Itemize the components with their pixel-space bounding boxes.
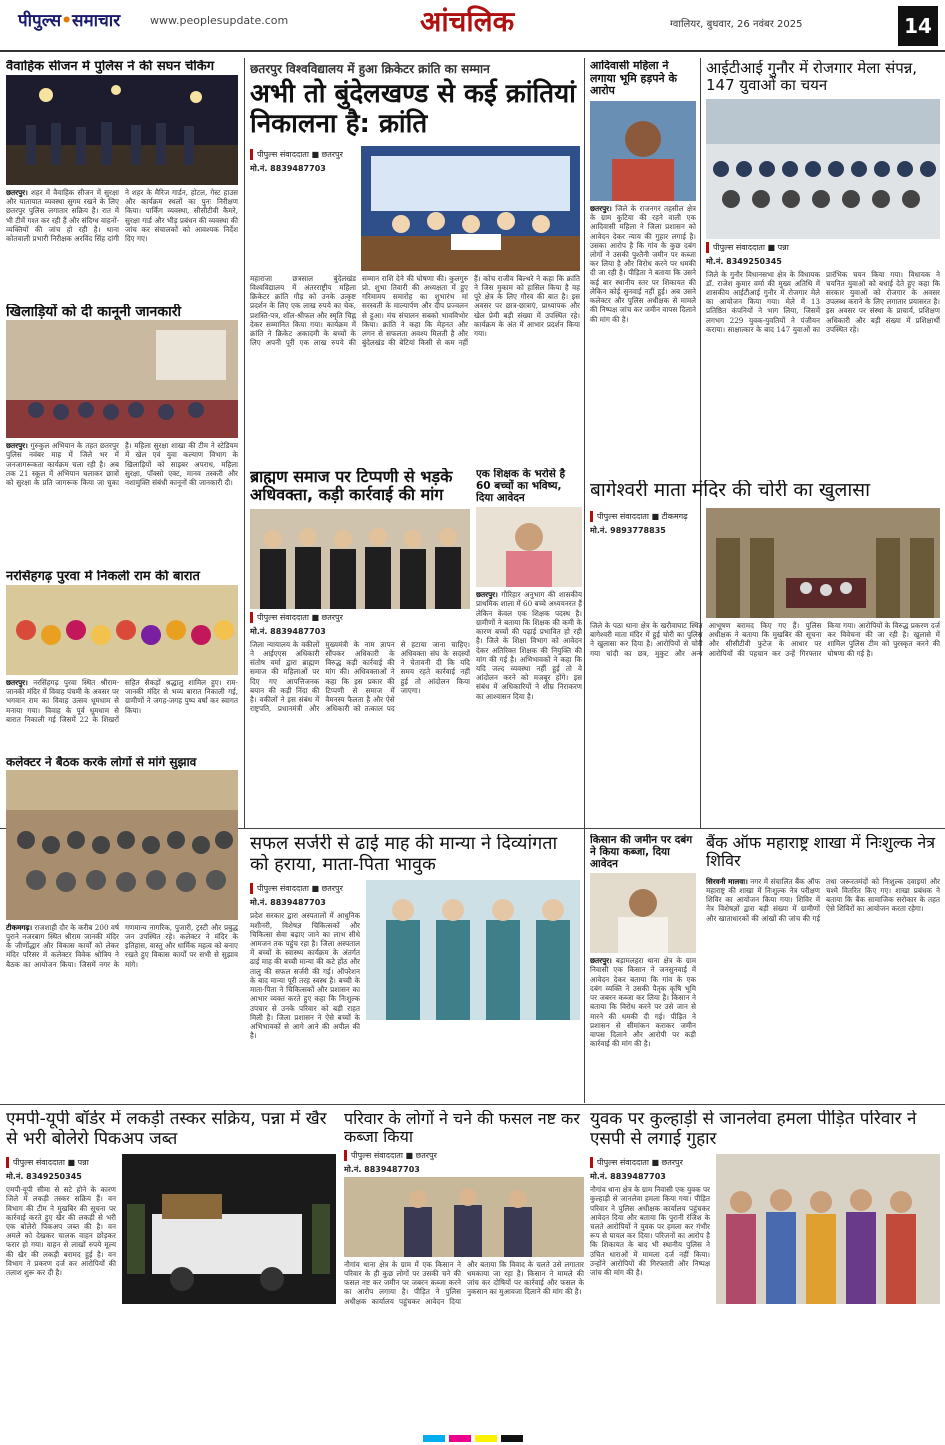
article-cricketer-kranti[interactable]	[250, 60, 580, 460]
photo-advocates-group	[250, 509, 470, 609]
section-title: आंचलिक	[420, 5, 515, 38]
photo-meeting-crowd	[6, 770, 238, 920]
article-body: टीकमगढ़। राजशाही दौर के करीब 200 वर्ष पुराने नजरबाग स्थित श्रीराम जानकी मंदिर के जीर्णोद्धार और विकास कार्यों को लेकर मंदिर परिसर में कलेक्टर विवेक श्रोत्रिय ने बैठक का आयोजन किया। जिसमें नगर के गणमान्य नागरिक, पुजारी, ट्रस्टी और प्रबुद्ध जन उपस्थित रहे। कलेक्टर ने मंदिर के इतिहास, वास्तु और धार्मिक महत्व को बनाए रखते हुए विकास कार्यों पर सभी से सुझाव मांगे।	[6, 922, 238, 969]
article-body: छतरपुर। बड़ामलहरा थाना क्षेत्र के ग्राम निवासी एक किसान ने जनसुनवाई में आवेदन देकर बताया कि गांव के एक दबंग व्यक्ति ने उसकी पैतृक कृषि भूमि पर जबरन कब्जा कर लिया है। किसान ने बताया कि विरोध करने पर उसे जान से मारने की धमकी दी गई। पीड़ित ने प्रशासन से सीमांकन कराकर जमीन वापस दिलाने और आरोपी पर कड़ी कार्रवाई की मांग की है।	[590, 956, 696, 1049]
photo-seized-pickup	[122, 1154, 336, 1304]
article-body: जिले के पठा थाना क्षेत्र के खरौवाघाट स्थित बागेश्वरी माता मंदिर में हुई चोरी का पुलिस ने खुलासा कर दिया है। आरोपियों से चोरी गया चांदी का छत्र, मुकुट और अन्य आभूषण बरामद किए गए हैं। पुलिस अधीक्षक ने बताया कि मुखबिर की सूचना और सीसीटीवी फुटेज के आधार पर आरोपियों की पहचान कर उन्हें गिरफ्तार किया गया। आरोपियों के विरुद्ध प्रकरण दर्ज कर विवेचना की जा रही है। खुलासे में शामिल पुलिस टीम को पुरस्कृत करने की घोषणा की गई है।	[590, 620, 940, 658]
logo-part-a: पीपुल्स	[18, 11, 62, 31]
issue-date: ग्वालियर, बुधवार, 26 नवंबर 2025	[670, 19, 803, 30]
page-number: 14	[898, 6, 938, 46]
photo-hospital-doctors	[366, 880, 580, 1020]
photo-women-procession	[6, 585, 238, 675]
newspaper-logo[interactable]	[18, 8, 120, 31]
article-body: छतरपुर। गुरुकुल अभियान के तहत छतरपुर पुलिस नवंबर माह में जिले भर में जनजागरूकता कार्यक्रम चला रही है। अब तक 21 स्कूल में अभियान चलाकर छात्रों को सुरक्षा के प्रति जागरूक किया जा चुका है। महिला सुरक्षा शाखा की टीम ने स्टेडियम में खेल एवं युवा कल्याण विभाग के खिलाड़ियों को साइबर अपराध, महिला सुरक्षा, पॉक्सो एक्ट, मानव तस्करी और नशामुक्ति संबंधी कानूनों की जानकारी दी।	[6, 441, 238, 487]
logo-part-b: समाचार	[71, 11, 121, 31]
article-headline: बैंक ऑफ महाराष्ट्र शाखा में निःशुल्क नेत्र शिविर	[706, 834, 936, 871]
photo-police-night	[6, 75, 238, 185]
article-headline: अभी तो बुंदेलखण्ड से कई क्रांतियां निकालना है: क्रांति	[250, 79, 576, 139]
article-byline: पीपुल्स संवाददाता ■ छतरपुर	[250, 612, 470, 623]
article-timber-smuggling[interactable]	[6, 1110, 336, 1428]
article-byline: पीपुल्स संवाददाता ■ छतरपुर	[590, 1157, 710, 1168]
reporter-mobile: मो.नं. 8839487703	[590, 1172, 666, 1182]
article-byline: पीपुल्स संवाददाता ■ छतरपुर	[344, 1150, 584, 1161]
article-body: नौगांव थाना क्षेत्र के ग्राम में एक किसान ने परिवार के ही कुछ लोगों पर उसकी चने की फसल नष्ट कर जमीन पर जबरन कब्जा करने का आरोप लगाया है। पीड़ित ने पुलिस अधीक्षक कार्यालय पहुंचकर आवेदन दिया और बताया कि विवाद के चलते उसे लगातार धमकाया जा रहा है। किसान ने मामले की जांच कर दोषियों पर कार्रवाई और फसल के नुकसान का मुआवजा दिलाने की मांग की है।	[344, 1259, 584, 1306]
reporter-mobile: मो.नं. 8839487703	[344, 1164, 420, 1174]
photo-felicitation-stage	[361, 146, 580, 271]
article-axe-attack[interactable]	[590, 1110, 940, 1428]
print-color-registration	[0, 1432, 945, 1445]
reporter-mobile: मो.नं. 8839487703	[250, 626, 326, 636]
photo-farmer-complaint	[344, 1177, 584, 1257]
article-eye-camp[interactable]	[706, 834, 940, 1098]
reporter-mobile: मो.नं. 8839487703	[250, 163, 326, 173]
article-body: नौगांव थाना क्षेत्र के ग्राम निवासी एक युवक पर कुल्हाड़ी से जानलेवा हमला किया गया। पीड़ित परिवार ने पुलिस अधीक्षक कार्यालय पहुंचकर आवेदन दिया और बताया कि पुरानी रंजिश के चलते आरोपियों ने युवक पर हमला कर गंभीर रूप से घायल कर दिया। परिजनों का आरोप है कि शिकायत के बाद भी स्थानीय पुलिस ने उचित धाराओं में मामला दर्ज नहीं किया। उन्होंने आरोपियों की गिरफ्तारी और निष्पक्ष जांच की मांग की है।	[590, 1185, 710, 1278]
article-temple-theft[interactable]	[590, 480, 940, 822]
reporter-mobile: मो.नं. 8349250345	[706, 256, 782, 266]
reporter-mobile: मो.नं. 8349250345	[6, 1172, 82, 1182]
article-teacher-shortage[interactable]	[476, 468, 582, 822]
article-manya-surgery[interactable]	[250, 834, 580, 1098]
article-ram-baraat[interactable]	[6, 570, 238, 748]
article-tribal-woman[interactable]	[590, 60, 696, 474]
article-byline: पीपुल्स संवाददाता ■ छतरपुर	[250, 883, 360, 894]
article-headline: खिलाड़ियों को दी कानूनी जानकारी	[6, 304, 182, 320]
article-headline: एक शिक्षक के भरोसे है 60 बच्चों का भविष्य, दिया आवेदन	[476, 468, 566, 505]
article-headline: युवक पर कुल्हाड़ी से जानलेवा हमला पीड़ित परिवार ने एसपी से लगाई गुहार	[590, 1110, 917, 1149]
article-farmer-land[interactable]	[590, 834, 696, 1098]
logo-dot: •	[61, 11, 72, 31]
article-headline: आदिवासी महिला ने लगाया भूमि हड़पने के आरोप	[590, 60, 677, 98]
column-rule	[584, 58, 585, 1103]
reporter-mobile: मो.नं. 9893778835	[590, 525, 666, 535]
article-headline: नरसिंहगढ़ पुरवा में निकली राम की बारात	[6, 570, 200, 584]
row-rule	[0, 1104, 945, 1105]
article-body: छतरपुर। जिले के राजनगर तहसील क्षेत्र के ग्राम कुटिया की रहने वाली एक आदिवासी महिला ने जिला प्रशासन को आवेदन देकर न्याय की गुहार लगाई है। उसका आरोप है कि गांव के कुछ दबंग लोगों ने उसकी पुश्तैनी जमीन पर कब्जा कर लिया है और विरोध करने पर धमकी दी जा रही है। पीड़िता ने बताया कि उसने कई बार स्थानीय स्तर पर शिकायत की लेकिन कोई सुनवाई नहीं हुई। अब उसने कलेक्टर और पुलिस अधीक्षक से मामले की निष्पक्ष जांच कर जमीन वापस दिलाने की मांग की है।	[590, 203, 696, 324]
photo-job-fair-group	[706, 99, 940, 239]
photo-old-farmer	[590, 873, 696, 953]
photo-woman-application	[476, 507, 582, 587]
article-headline: एमपी-यूपी बॉर्डर में लकड़ी तस्कर सक्रिय, पन्ना में खैर से भरी बोलेरो पिकअप जब्त	[6, 1110, 327, 1149]
article-headline: सफल सर्जरी से ढाई माह की मान्या ने दिव्यांगता को हराया, माता-पिता भावुक	[250, 834, 558, 875]
article-headline: ब्राह्मण समाज पर टिप्पणी से भड़के अधिवक्ता, कड़ी कार्रवाई की मांग	[250, 468, 453, 505]
article-body: छतरपुर। गौरिहार अनुभाग की शासकीय प्राथमिक शाला में 60 बच्चे अध्ययनरत हैं लेकिन केवल एक शिक्षक पदस्थ है। ग्रामीणों ने बताया कि शिक्षक की कमी के कारण बच्चों की पढ़ाई प्रभावित हो रही है। जिले के शिक्षा विभाग को आवेदन देकर अतिरिक्त शिक्षक की नियुक्ति की मांग की गई है। अभिभावकों ने कहा कि यदि जल्द व्यवस्था नहीं हुई तो वे आंदोलन करने को मजबूर होंगे। इस संबंध में अधिकारियों ने शीघ्र निराकरण का आश्वासन दिया है।	[476, 590, 582, 701]
article-collector-meeting[interactable]	[6, 756, 238, 1096]
article-byline: पीपुल्स संवाददाता ■ टीकमगढ़	[590, 511, 700, 522]
article-crop-destroyed[interactable]	[344, 1110, 584, 1428]
article-headline: आईटीआई गुनौर में रोजगार मेला संपन्न, 147 युवाओं का चयन	[706, 60, 918, 95]
article-byline: पीपुल्स संवाददाता ■ छतरपुर	[250, 149, 355, 160]
article-advocates-protest[interactable]	[250, 468, 470, 822]
photo-victim-family	[716, 1154, 940, 1304]
article-headline: बागेश्वरी माता मंदिर की चोरी का खुलासा	[590, 480, 871, 501]
photo-tribal-woman	[590, 101, 696, 201]
column-rule	[244, 58, 245, 828]
photo-police-recovery	[706, 508, 940, 618]
article-iti-job-fair[interactable]	[706, 60, 940, 474]
reporter-mobile: मो.नं. 8839487703	[250, 898, 326, 908]
article-byline: पीपुल्स संवाददाता ■ पन्ना	[706, 242, 940, 253]
website-url[interactable]: www.peoplesupdate.com	[150, 14, 289, 27]
photo-players-seminar	[6, 320, 238, 438]
article-legal-awareness[interactable]	[6, 304, 238, 562]
article-police-checking[interactable]	[6, 60, 238, 296]
article-body: सिरवनी मालवा। नगर में संचालित बैंक ऑफ महाराष्ट्र की शाखा में निःशुल्क नेत्र परीक्षण शिविर का आयोजन किया गया। शिविर में नेत्र विशेषज्ञों द्वारा बड़ी संख्या में ग्रामीणों और खाताधारकों की आंखों की जांच की गई तथा जरूरतमंदों को निःशुल्क दवाइयां और चश्मे वितरित किए गए। शाखा प्रबंधक ने बताया कि बैंक सामाजिक सरोकार के तहत ऐसे शिविरों का आयोजन करता रहेगा।	[706, 876, 940, 923]
article-body: जिले के गुनौर विधानसभा क्षेत्र के विधायक डॉ. राजेश कुमार वर्मा की मुख्य अतिथि में शासकीय आईटीआई गुनौर में रोजगार मेले का आयोजन किया गया। मेले में 13 प्रतिष्ठित कंपनियों ने भाग लिया, जिसमें लगभग 229 युवक-युवतियों ने पंजीयन कराया। साक्षात्कार के बाद 147 युवाओं का प्रारंभिक चयन किया गया। विधायक ने चयनित युवाओं को बधाई देते हुए कहा कि सरकार युवाओं को रोजगार के अवसर उपलब्ध कराने के लिए लगातार प्रयासरत है। इस अवसर पर संस्था के प्राचार्य, प्रशिक्षण अधिकारी और बड़ी संख्या में प्रशिक्षार्थी उपस्थित रहे।	[706, 269, 940, 334]
article-body: छतरपुर। शहर में वैवाहिक सीजन में सुरक्षा और यातायात व्यवस्था सुगम रखने के लिए छतरपुर पुलिस लगातार सक्रिय है। रात में भी टीमें गश्त कर रही हैं और संदिग्ध वाहनों-व्यक्तियों की जांच हो रही है। थाना कोतवाली प्रभारी निरीक्षक अरविंद सिंह दांगी ने शहर के मैरिज गार्डन, होटल, गेस्ट हाउस और कार्यक्रम स्थलों का पुनः निरीक्षण किया। पार्किंग व्यवस्था, सीसीटीवी कैमरे, सुरक्षा गार्ड और भीड़ प्रबंधन की व्यवस्था की जांच कर संचालकों को आवश्यक निर्देश दिए गए।	[6, 187, 238, 244]
article-headline: वैवाहिक सीजन में पुलिस ने की सघन चेकिंग	[6, 60, 215, 74]
article-kicker: छतरपुर विश्वविद्यालय में हुआ क्रिकेटर क्रांति का सम्मान	[250, 62, 490, 76]
article-byline: पीपुल्स संवाददाता ■ पन्ना	[6, 1157, 116, 1168]
masthead	[0, 0, 945, 52]
article-body: एमपी-यूपी सीमा से सटे होने के कारण जिले में लकड़ी तस्कर सक्रिय हैं। वन विभाग की टीम ने मुखबिर की सूचना पर कार्रवाई करते हुए खैर की लकड़ी से भरी एक बोलेरो पिकअप जब्त की है। वन अमले को देखकर चालक वाहन छोड़कर फरार हो गया। वाहन से लाखों रुपये मूल्य की खैर की लकड़ी बरामद हुई है। वन विभाग ने प्रकरण दर्ज कर आरोपियों की तलाश शुरू कर दी है।	[6, 1185, 116, 1278]
article-body: महाराजा छत्रसाल बुंदेलखंड विश्वविद्यालय में अंतरराष्ट्रीय महिला क्रिकेटर क्रांति गौड़ को उनके उत्कृष्ट प्रदर्शन के लिए एक लाख रुपये का चेक, प्रशस्ति-पत्र, शॉल-श्रीफल और स्मृति चिह्न देकर सम्मानित किया गया। कार्यक्रम में क्रांति ने क्रिकेट अकादमी के बच्चों के लिए अपनी पूरी एक लाख रुपये की सम्मान राशि देने की घोषणा की। कुलगुरु प्रो. शुभा तिवारी की अध्यक्षता में हुए गरिमामय समारोह का शुभारंभ मां सरस्वती के माल्यार्पण और दीप प्रज्वलन से हुआ। मंच संचालन सबको भावविभोर किया। क्रांति ने कहा कि मेहनत और लगन से सफलता अवश्य मिलती है और बुंदेलखंड की बेटियां किसी से कम नहीं हैं। कोच राजीव बिल्थरे ने कहा कि क्रांति ने जिस मुकाम को हासिल किया है वह पूरे क्षेत्र के लिए गौरव की बात है। इस अवसर पर छात्र-छात्राएं, प्राध्यापक और खेल प्रेमी बड़ी संख्या में उपस्थित रहे। कार्यक्रम के अंत में आभार प्रदर्शन किया गया।	[250, 273, 580, 348]
article-body: जिला न्यायालय के वकीलों ने आईएएस अधिकारी संतोष वर्मा द्वारा ब्राह्मण समाज की महिलाओं पर दिए गए आपत्तिजनक बयान की कड़ी निंदा की है। वकीलों ने इस संबंध में राष्ट्रपति, प्रधानमंत्री और मुख्यमंत्री के नाम ज्ञापन सौंपकर अधिकारी के विरुद्ध कड़ी कार्रवाई की मांग की। अधिवक्ताओं ने कहा कि इस प्रकार की टिप्पणी से समाज में वैमनस्य फैलता है और ऐसे अधिकारी को तत्काल पद से हटाया जाना चाहिए। अधिवक्ता संघ के सदस्यों ने चेतावनी दी कि यदि समय रहते कार्रवाई नहीं हुई तो आंदोलन किया जाएगा।	[250, 639, 470, 714]
article-headline: कलेक्टर ने बैठक करके लोगों से मांगे सुझाव	[6, 756, 197, 769]
article-body: प्रदेश सरकार द्वारा अस्पतालों में आधुनिक मशीनरी, विशेषज्ञ चिकित्सकों और चिकित्सा सेवा बढ़ाए जाने का लाभ सीधे आमजन तक पहुंच रहा है। जिला अस्पताल में बच्चों के स्वास्थ्य कार्यक्रम के अंतर्गत ढाई माह की बच्ची मान्या की कटे होंठ और तालु की सफल सर्जरी की गई। ऑपरेशन के बाद मान्या पूरी तरह स्वस्थ है। बच्ची के माता-पिता ने चिकित्सकों और प्रशासन का आभार व्यक्त करते हुए कहा कि निःशुल्क उपचार से उनके परिवार को बड़ी राहत मिली है। जिला प्रशासन ने ऐसे बच्चों के अभिभावकों से आगे आने की अपील की है।	[250, 911, 360, 1041]
article-headline: परिवार के लोगों ने चने की फसल नष्ट कर कब्जा किया	[344, 1110, 580, 1147]
article-body: छतरपुर। नरसिंहगढ़ पुरवा स्थित श्रीराम-जानकी मंदिर में विवाह पंचमी के अवसर पर भगवान राम का विवाह उत्सव धूमधाम से मनाया गया। विवाह के पूर्व धूमधाम से बारात निकाली गई जिसमें 22 के शिखरों सहित सैकड़ों श्रद्धालु शामिल हुए। राम-जानकी मंदिर से भव्य बारात निकाली गई, ग्रामीणों ने जगह-जगह पुष्प वर्षा कर स्वागत किया।	[6, 677, 238, 724]
article-headline: किसान की जमीन पर दबंग ने किया कब्जा, दिया आवेदन	[590, 834, 693, 871]
